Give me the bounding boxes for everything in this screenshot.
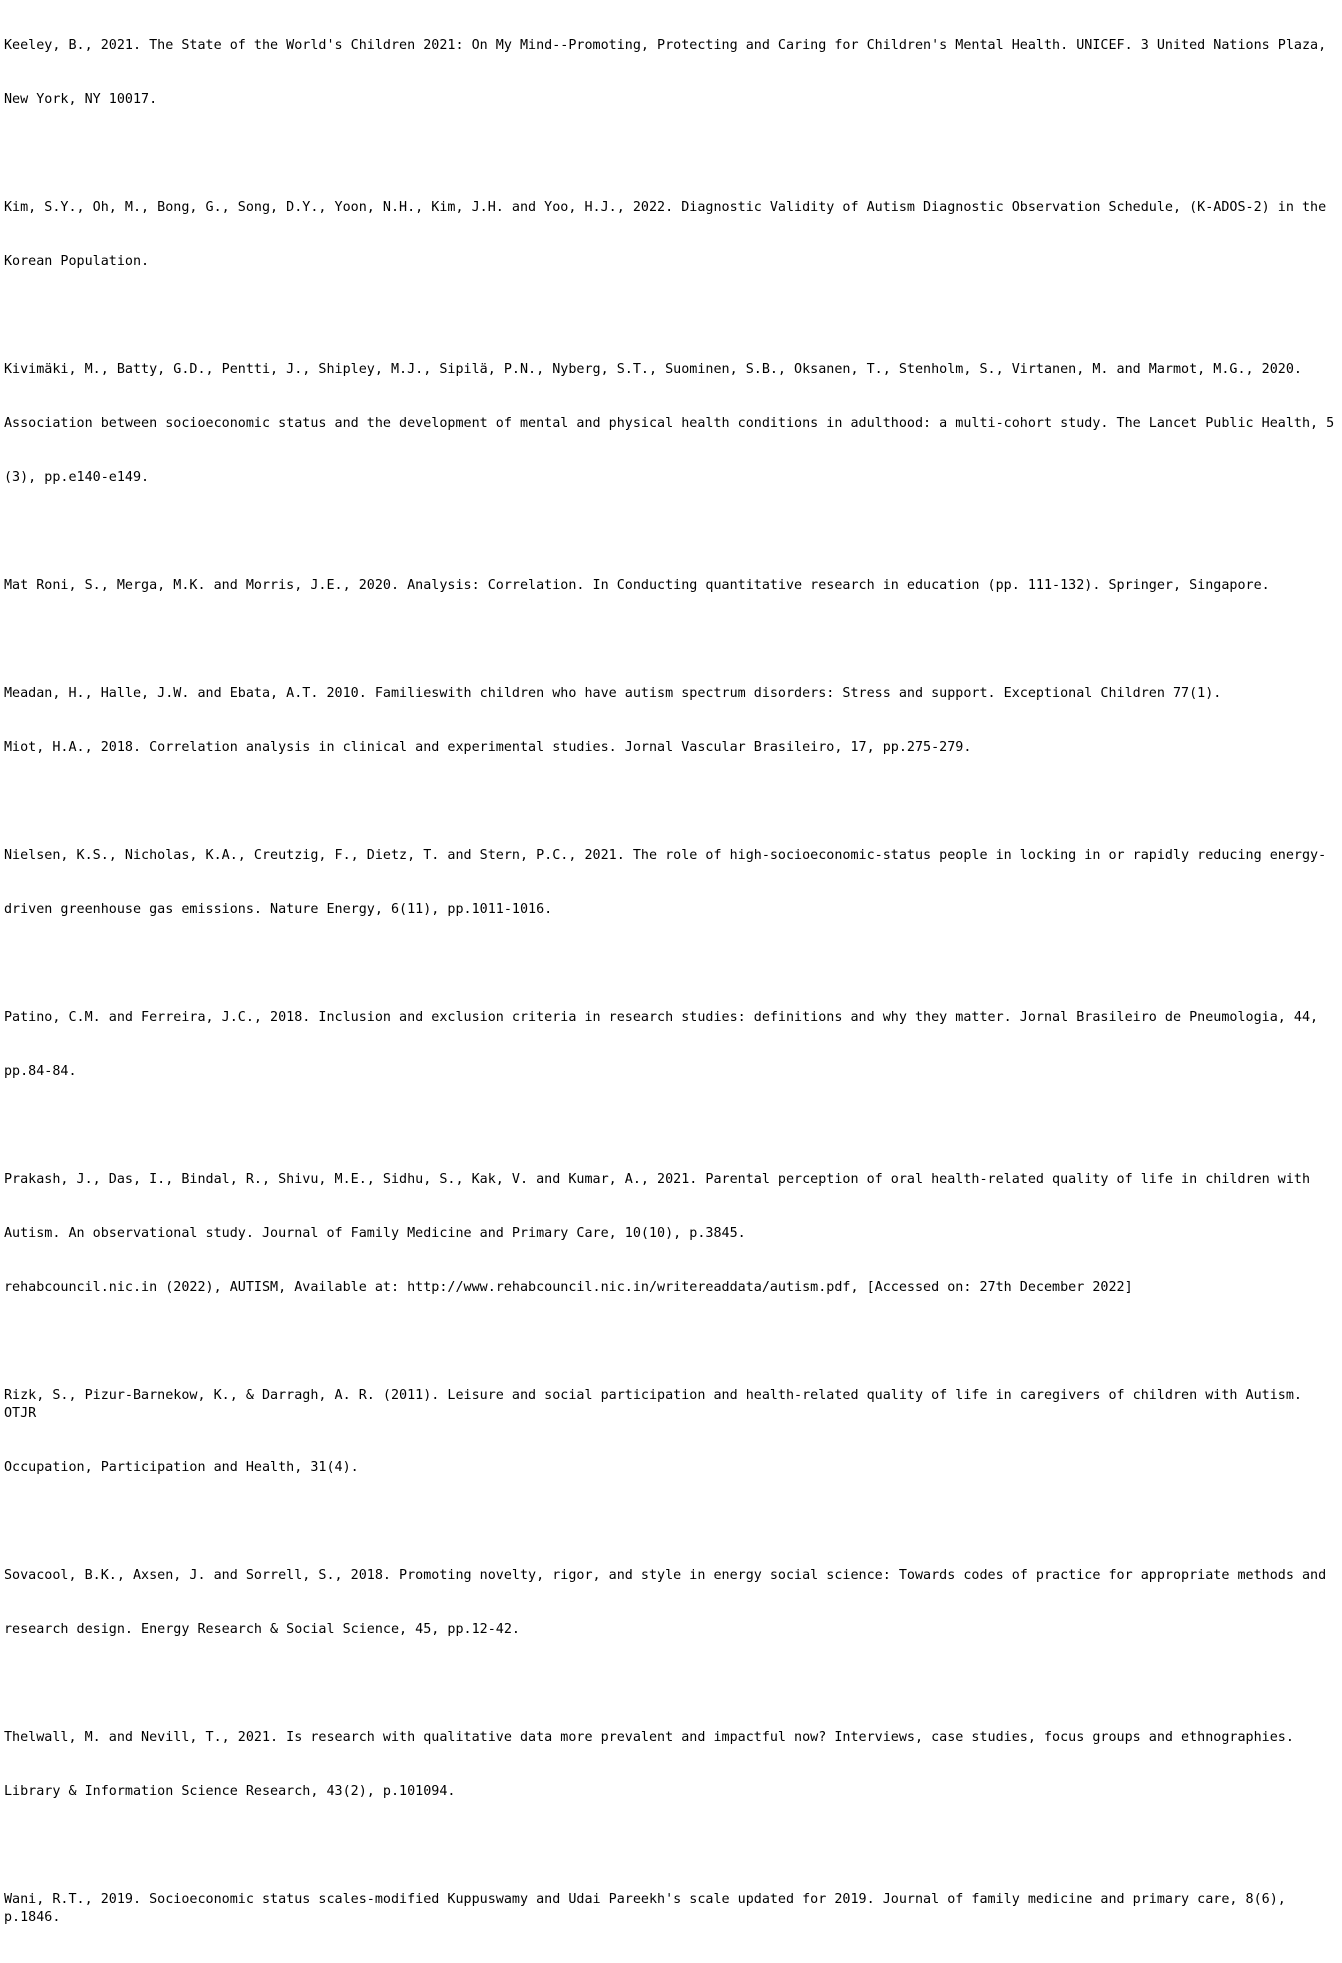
reference-line: Library & Information Science Research, 43(2), p.101094. xyxy=(4,1784,456,1799)
reference-line: Miot, H.A., 2018. Correlation analysis in clinical and experimental studies. Jornal Vascular Brasileiro, 17, pp.275-279. xyxy=(4,740,972,755)
reference-line: Thelwall, M. and Nevill, T., 2021. Is research with qualitative data more prevalent and impactful now? Interviews, case studies, focus groups and ethnographies. xyxy=(4,1730,1294,1745)
reference-line: driven greenhouse gas emissions. Nature Energy, 6(11), pp.1011-1016. xyxy=(4,902,553,917)
reference-line: Autism. An observational study. Journal of Family Medicine and Primary Care, 10(10), p.3845. xyxy=(4,1226,746,1241)
reference-line: rehabcouncil.nic.in (2022), AUTISM, Available at: http://www.rehabcouncil.nic.in/writereaddata/autism.pdf, [Accessed on: 27th December 2022] xyxy=(4,1280,1133,1295)
reference-line: Kim, S.Y., Oh, M., Bong, G., Song, D.Y., Yoon, N.H., Kim, J.H. and Yoo, H.J., 2022. Diagnostic Validity of Autism Diagnostic Observation Schedule, (K-ADOS-2) in the xyxy=(4,200,1327,215)
reference-line: pp.84-84. xyxy=(4,1064,77,1079)
reference-line: Kivimäki, M., Batty, G.D., Pentti, J., Shipley, M.J., Sipilä, P.N., Nyberg, S.T., Suominen, S.B., Oksanen, T., Stenholm, S., Virtanen, M. and Marmot, M.G., 2020. xyxy=(4,362,1302,377)
reference-line: Nielsen, K.S., Nicholas, K.A., Creutzig, F., Dietz, T. and Stern, P.C., 2021. The role of high-socioeconomic-status people in locking in or rapidly reducing energy- xyxy=(4,848,1327,863)
reference-line: Mat Roni, S., Merga, M.K. and Morris, J.E., 2020. Analysis: Correlation. In Conducting quantitative research in education (pp. 111-132). Springer, Singapore. xyxy=(4,578,1270,593)
reference-line: Korean Population. xyxy=(4,254,150,269)
reference-line: (3), pp.e140-e149. xyxy=(4,470,150,485)
reference-line: Meadan, H., Halle, J.W. and Ebata, A.T. 2010. Familieswith children who have autism spectrum disorders: Stress and support. Exceptional Children 77(1). xyxy=(4,686,1222,701)
reference-line: research design. Energy Research & Social Science, 45, pp.12-42. xyxy=(4,1622,520,1637)
reference-line: Occupation, Participation and Health, 31(4). xyxy=(4,1460,359,1475)
reference-entry xyxy=(4,163,1342,307)
reference-line: Wani, R.T., 2019. Socioeconomic status scales-modified Kuppuswamy and Udai Pareekh's scale updated for 2019. Journal of family medicine and primary care, 8(6), p.1846. xyxy=(4,1892,1294,1925)
reference-entry xyxy=(4,325,1342,523)
reference-line: New York, NY 10017. xyxy=(4,92,158,107)
reference-entry xyxy=(4,1531,1342,1675)
reference-entry xyxy=(4,973,1342,1117)
reference-line: Prakash, J., Das, I., Bindal, R., Shivu, M.E., Sidhu, S., Kak, V. and Kumar, A., 2021. Parental perception of oral health-related quality of life in children with xyxy=(4,1172,1311,1187)
reference-line: Rizk, S., Pizur-Barnekow, K., & Darragh, A. R. (2011). Leisure and social participation and health-related quality of life in caregivers of children with Autism. OTJR xyxy=(4,1388,1311,1421)
reference-entry xyxy=(4,1855,1342,1963)
reference-entry xyxy=(4,541,1342,631)
reference-entry xyxy=(4,1351,1342,1513)
reference-entry xyxy=(4,1,1342,145)
reference-line: Patino, C.M. and Ferreira, J.C., 2018. Inclusion and exclusion criteria in research studies: definitions and why they matter. Jornal Brasileiro de Pneumologia, 44, xyxy=(4,1010,1319,1025)
reference-line: Sovacool, B.K., Axsen, J. and Sorrell, S., 2018. Promoting novelty, rigor, and style in energy social science: Towards codes of practice for appropriate methods and xyxy=(4,1568,1327,1583)
reference-entry xyxy=(4,1135,1342,1333)
reference-line: Keeley, B., 2021. The State of the World's Children 2021: On My Mind--Promoting, Protecting and Caring for Children's Mental Health. UNICEF. 3 United Nations Plaza, xyxy=(4,38,1327,53)
reference-entry xyxy=(4,811,1342,955)
reference-entry xyxy=(4,1693,1342,1837)
reference-line: Association between socioeconomic status and the development of mental and physical health conditions in adulthood: a multi-cohort study. The Lancet Public Health, 5 xyxy=(4,416,1335,431)
reference-entry xyxy=(4,649,1342,793)
